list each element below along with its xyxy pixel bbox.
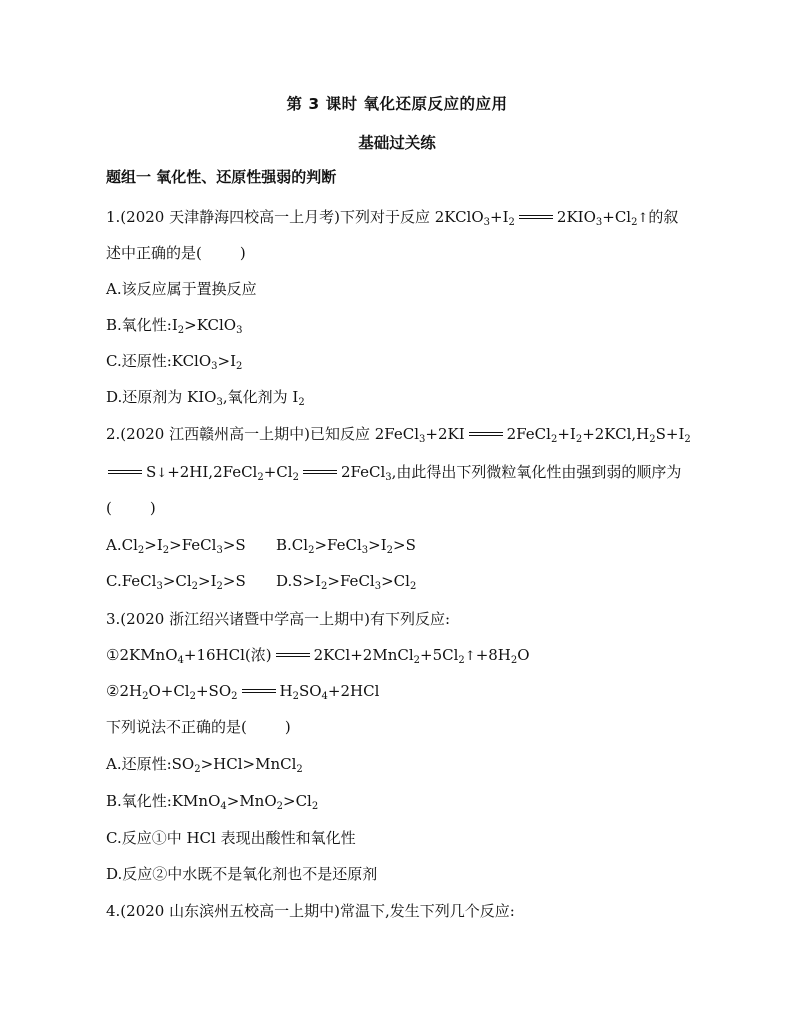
equals-sign-icon [240,681,278,701]
q2-option-b: $B.Cl_2>FeCl_3>I_2>S$ [276,536,416,556]
q2-option-d: $D.S>I_2>FeCl_3>Cl_2$ [276,572,417,592]
q3-option-c: C.反应①中 HCl 表现出酸性和氧化性 [106,829,356,847]
equals-sign-icon [274,645,312,665]
q1-option-b: B.氧化性$:I_2>KClO_3$ [106,316,243,336]
q1-option-c: C.还原性$:KClO_3>I_2$ [106,352,243,372]
down-arrow-icon: ↓ [156,466,168,481]
q1-option-a: A.该反应属于置换反应 [106,280,257,298]
q3-reaction-1: ①2KMnO$_4$+16HCl(浓) $2KCl+2MnCl_2+5Cl_2↑+8H_2O$ [106,646,530,666]
up-arrow-icon: ↑ [637,211,649,226]
page-title: 第 3 课时 氧化还原反应的应用 [286,95,508,113]
q3-reaction-2: $②2H_2O+Cl_2+SO_2$ $H_2SO_4+2HCl$ [106,682,380,702]
equals-sign-icon [467,424,505,444]
q4-stem: 4.(2020 山东滨州五校高一上期中)常温下,发生下列几个反应: [106,902,515,920]
q2-stem-line2: $S↓+2HI,2FeCl_2+Cl_2$ 2FeCl$_3$,由此得出下列微粒氧化性由强到弱的顺序为 [104,462,681,484]
q2-options-row2 [106,571,417,592]
q2-option-c: $C.FeCl_3>Cl_2>I_2>S$ [106,572,246,592]
q1-stem-line2: 述中正确的是( ) [106,244,246,262]
q1-stem-line1: 1.(2020 天津静海四校高一上月考)下列对于反应 $2KClO_3+I_2$ $2KIO_3+Cl_2↑$的叙 [106,208,679,228]
q2-stem-line1: 2.(2020 江西赣州高一上期中)已知反应 2FeCl$_3$+2KI $2FeCl_2+I_2+2KCl,H_2S+I_2$ [106,425,691,445]
section-subtitle: 基础过关练 [358,134,436,152]
q3-option-a: A.还原性$:SO_2>HCl>MnCl_2$ [106,755,303,775]
q3-option-b: B.氧化性$:KMnO_4>MnO_2>Cl_2$ [106,792,319,812]
q2-option-a: $A.Cl_2>I_2>FeCl_3>S$ [106,536,246,556]
q3-stem: 3.(2020 浙江绍兴诸暨中学高一上期中)有下列反应: [106,610,451,628]
q3-option-d: D.反应②中水既不是氧化剂也不是还原剂 [106,865,378,883]
up-arrow-icon: ↑ [464,649,476,664]
group-heading: 题组一 氧化性、还原性强弱的判断 [106,168,337,186]
equals-sign-icon [301,462,339,482]
q2-options-row1 [106,535,416,556]
q2-stem-line3: ( ) [106,499,156,517]
equals-sign-icon [517,207,555,227]
q1-option-d: D.还原剂为 $KIO_3$,氧化剂为 $I_2$ [106,388,305,408]
equals-sign-icon [106,462,144,482]
q3-ask: 下列说法不正确的是( ) [106,718,291,736]
